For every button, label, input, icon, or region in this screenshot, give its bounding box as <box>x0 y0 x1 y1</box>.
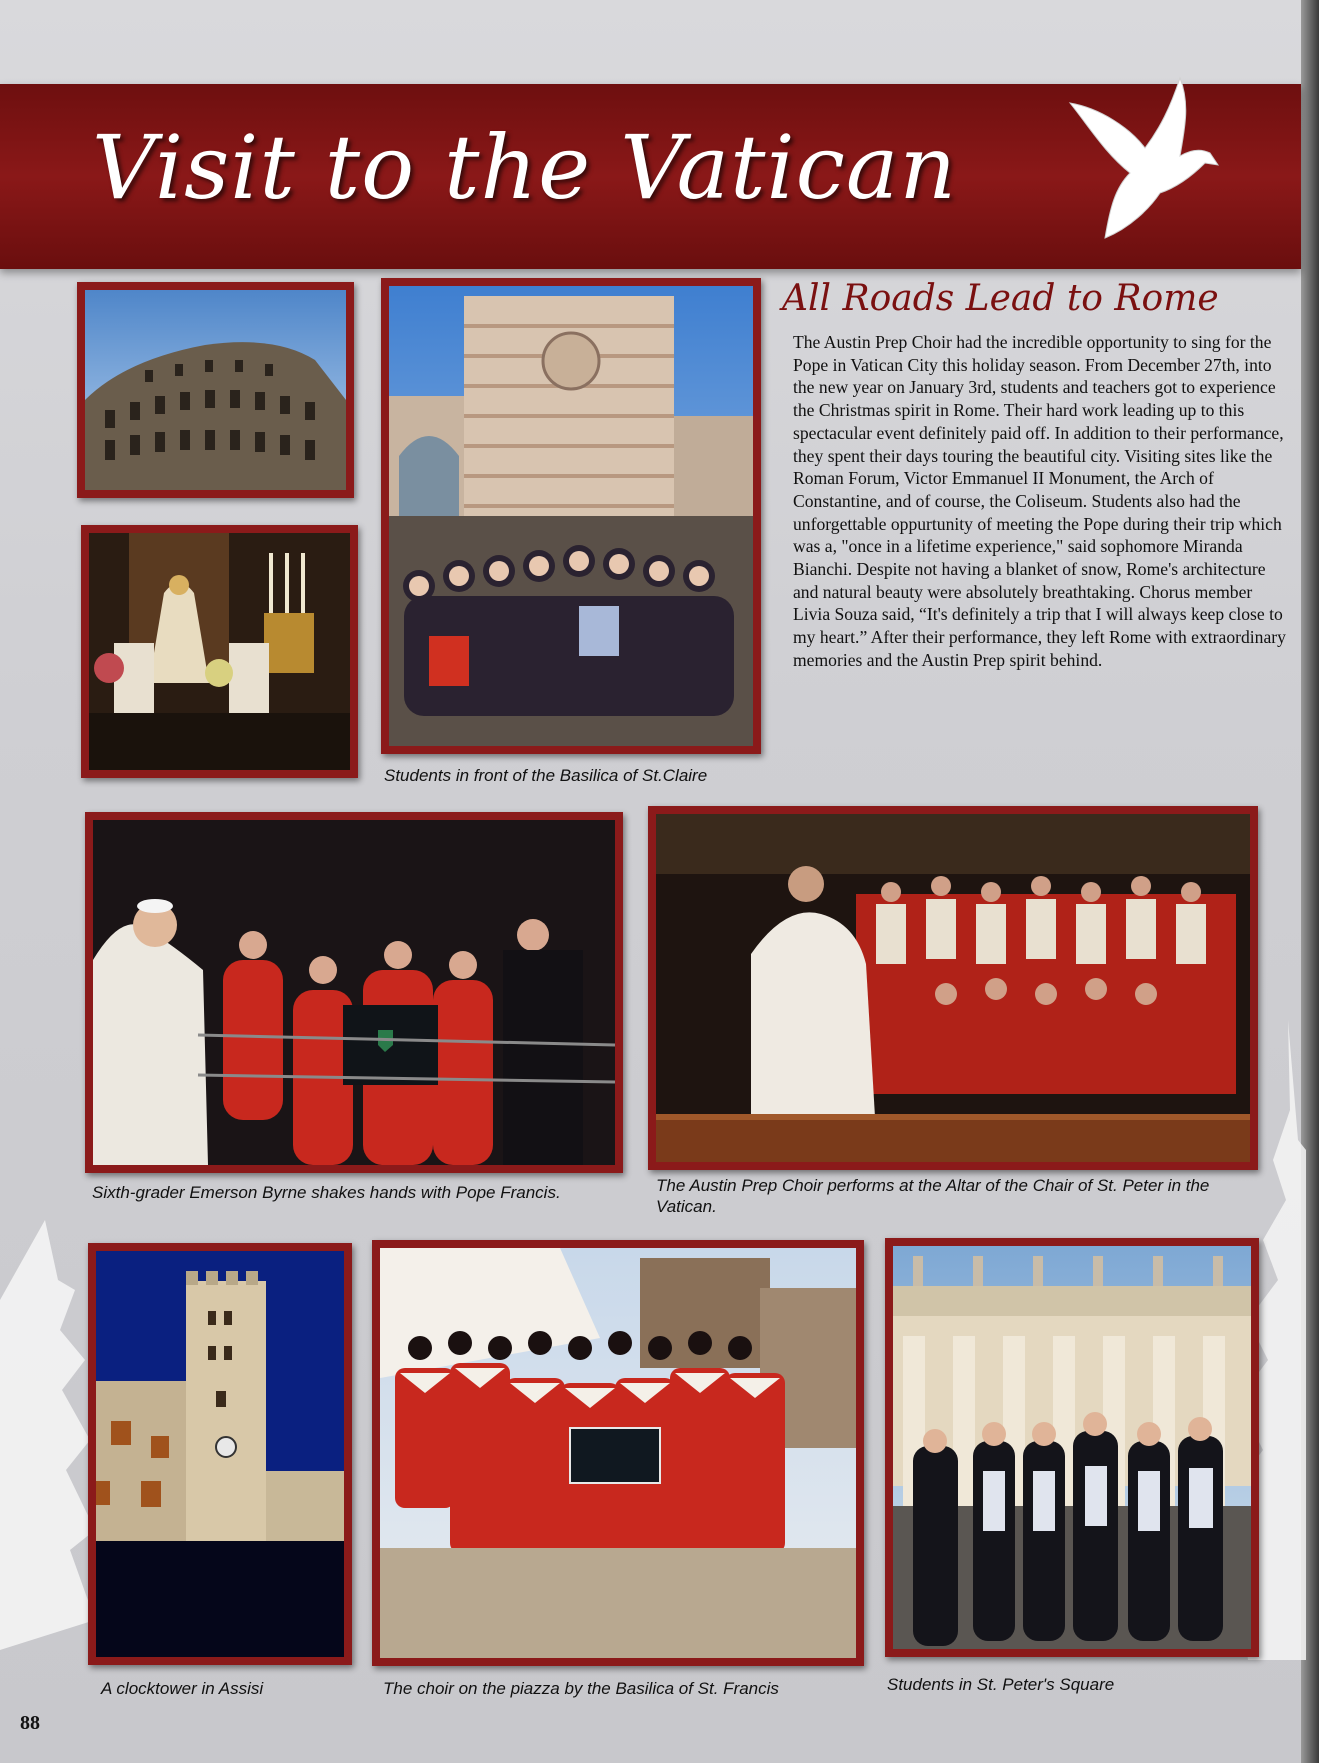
caption-choir-piazza: The choir on the piazza by the Basilica of St. Francis <box>383 1679 779 1698</box>
caption-choir-altar: The Austin Prep Choir performs at the Altar of the Chair of St. Peter in the Vatican. <box>656 1176 1210 1216</box>
clocktower-photo <box>88 1243 352 1665</box>
basilica-group-photo <box>381 278 761 754</box>
caption-basilica-st-claire: Students in front of the Basilica of St.Claire <box>384 766 708 785</box>
madonna-statue-photo <box>81 525 358 778</box>
colosseum-photo <box>77 282 354 498</box>
dove-icon <box>1060 68 1220 258</box>
caption-pope-handshake: Sixth-grader Emerson Byrne shakes hands with Pope Francis. <box>92 1183 561 1202</box>
article-title: All Roads Lead to Rome <box>782 278 1219 319</box>
page-title: Visit to the Vatican <box>92 116 958 219</box>
st-peters-square-photo <box>885 1238 1259 1657</box>
caption-clocktower: A clocktower in Assisi <box>101 1679 264 1698</box>
choir-altar-photo <box>648 806 1258 1170</box>
pope-handshake-photo <box>85 812 623 1173</box>
page-number: 88 <box>20 1712 40 1734</box>
choir-piazza-photo <box>372 1240 864 1666</box>
snowy-tree-left-decoration <box>0 1220 95 1650</box>
caption-st-peters-square: Students in St. Peter's Square <box>887 1675 1115 1694</box>
article-body: The Austin Prep Choir had the incredible opportunity to sing for the Pope in Vatican City this holiday season. From December 27th, into the new year on January 3rd, students and teachers got to experience the Christmas spirit in Rome. Their hard work leading up to this spectacular event definitely paid off. In addition to their performance, they spent their days touring the beautiful city. Visiting sites like the Roman Forum, Victor Emmanuel II Monument, the Arch of Constantine, and of course, the Coliseum. Students also had the unforgettable oppurtunity of meeting the Pope during their trip which was a, "once in a lifetime experience," said sophomore Miranda Bianchi. Despite not having a blanket of snow, Rome's architecture and natural beauty were absolutely breathtaking. Chorus member Livia Souza said, “It's definitely a trip that I will always keep close to my heart.” After their performance, they left Rome with extraordinary memories and the Austin Prep spirit behind. <box>793 332 1286 670</box>
